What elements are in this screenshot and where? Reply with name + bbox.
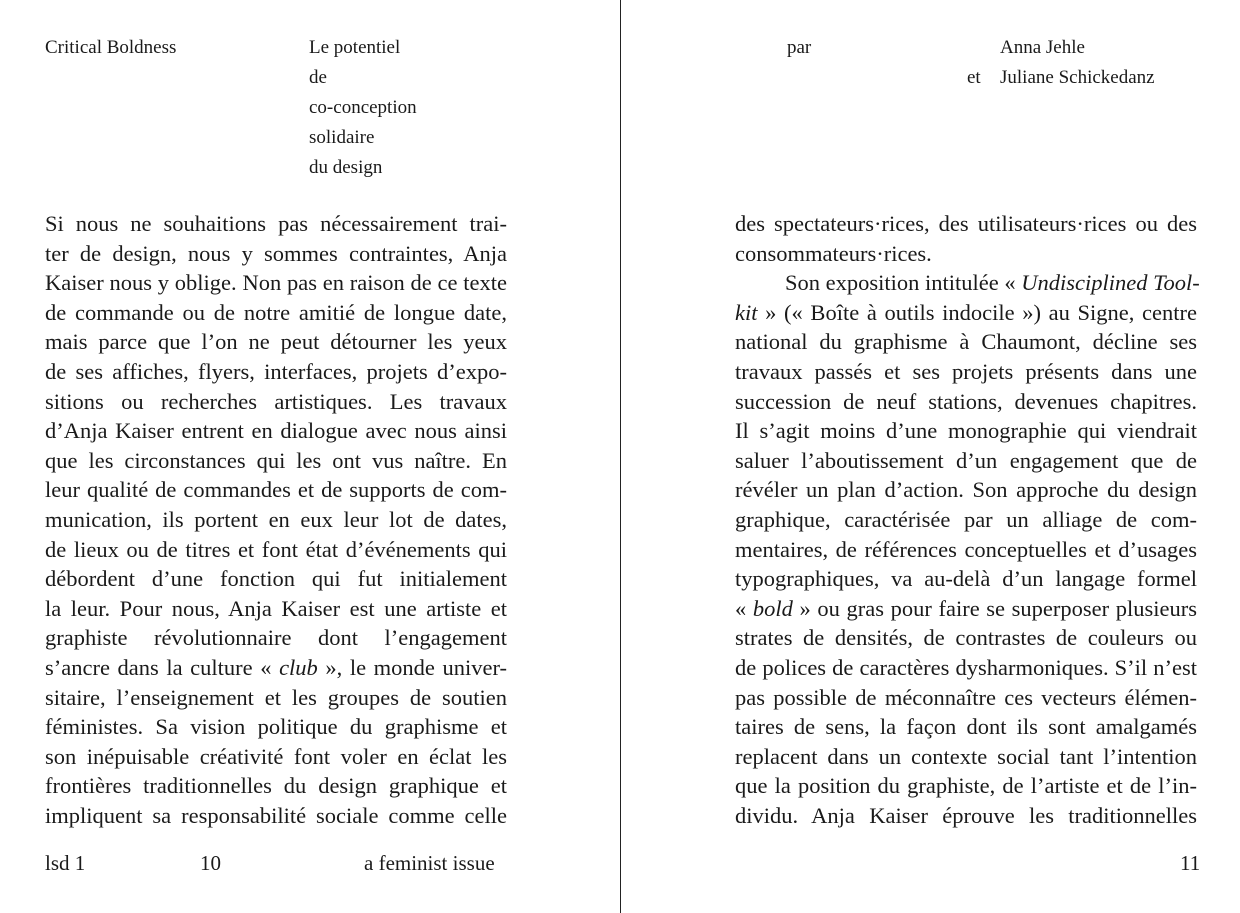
text-line: d’Anja Kaiser entrent en dialogue avec nous ainsi — [45, 418, 507, 444]
text-line: impliquent sa responsabilité sociale comme celle — [45, 802, 507, 828]
text-line: mentaires, de références conceptuelles et d’usages — [735, 536, 1197, 562]
title-line: co-conception — [309, 97, 417, 118]
text-line: de polices de caractères dysharmoniques. S’il n’est — [735, 654, 1197, 680]
text-line: leur qualité de commandes et de supports de com- — [45, 477, 507, 503]
text-line — [735, 594, 1197, 624]
text-segment: » ou gras pour faire se superposer plusieurs — [792, 595, 1197, 621]
text-line: frontières traditionnelles du design graphique et — [45, 773, 507, 799]
text-line: que la position du graphiste, de l’artiste et de l’in- — [735, 773, 1197, 799]
text-line: saluer l’aboutissement d’un engagement que de — [735, 447, 1197, 473]
text-line: féministes. Sa vision politique du graphisme et — [45, 714, 507, 740]
author-name: Anna Jehle — [1000, 37, 1085, 58]
text-line: Il s’agit moins d’une monographie qui viendrait — [735, 418, 1197, 444]
title-line: Le potentiel — [309, 37, 401, 58]
text-line: son inépuisable créativité font voler en éclat les — [45, 743, 507, 769]
title-line: solidaire — [309, 127, 375, 148]
title-line: du design — [309, 157, 383, 178]
text-line: dividu. Anja Kaiser éprouve les traditionnelles — [735, 802, 1197, 828]
text-line: national du graphisme à Chaumont, décline ses — [735, 329, 1197, 355]
text-line: des spectateurs·rices, des utilisateurs·rices ou des — [735, 211, 1197, 236]
text-line: replacent dans un contexte social tant l’intention — [735, 743, 1197, 769]
text-segment: » (« Boîte à outils indocile ») au Signe, centre — [757, 299, 1197, 325]
text-line: consommateurs·rices. — [735, 240, 932, 266]
footer-issue-title: a feminist issue — [364, 851, 495, 875]
italic-term: Undisciplined Tool- — [1021, 270, 1200, 296]
text-line: mais parce que l’on ne peut détourner les yeux — [45, 329, 507, 355]
text-line: strates de densités, de contrastes de couleurs ou — [735, 625, 1197, 651]
byline-par: par — [787, 37, 812, 58]
text-line: Si nous ne souhaitions pas nécessairement trai- — [45, 211, 507, 236]
text-segment: », le monde univer- — [317, 654, 508, 680]
text-line: munication, ils portent en eux leur lot de dates, — [45, 506, 507, 532]
text-segment: Son exposition intitulée « — [785, 270, 1022, 296]
article-title — [309, 33, 417, 183]
text-line: de ses affiches, flyers, interfaces, projets d’expo- — [45, 358, 507, 384]
text-line: typographiques, va au-delà d’un langage formel — [735, 566, 1197, 592]
running-header-series: Critical Boldness — [45, 37, 177, 58]
italic-term: bold — [752, 595, 793, 621]
text-segment: « — [735, 595, 753, 621]
footer-page-number: 10 — [200, 851, 221, 875]
text-line: sitions ou recherches artistiques. Les travaux — [45, 388, 507, 414]
text-line: succession de neuf stations, devenues chapitres. — [735, 388, 1197, 414]
text-line: la leur. Pour nous, Anja Kaiser est une artiste et — [45, 595, 507, 621]
title-line: de — [309, 67, 327, 88]
text-line: pas possible de méconnaître ces vecteurs élémen- — [735, 684, 1197, 710]
text-line: graphique, caractérisée par un alliage de com- — [735, 506, 1197, 532]
text-line: de lieux ou de titres et font état d’événements qui — [45, 536, 507, 562]
text-line: ter de design, nous y sommes contraintes, Anja — [45, 240, 507, 266]
text-line: Kaiser nous y oblige. Non pas en raison de ce texte — [45, 270, 507, 296]
text-line: sitaire, l’enseignement et les groupes de soutien — [45, 684, 507, 710]
text-line: graphiste révolutionnaire dont l’engagement — [45, 625, 507, 651]
text-line: débordent d’une fonction qui fut initialement — [45, 566, 507, 592]
text-line: taires de sens, la façon dont ils sont amalgamés — [735, 714, 1197, 740]
text-segment: s’ancre dans la culture « — [45, 654, 280, 680]
byline-et: et — [967, 67, 981, 88]
author-name: Juliane Schickedanz — [1000, 67, 1155, 88]
italic-term: kit — [735, 299, 758, 325]
text-line: de commande ou de notre amitié de longue date, — [45, 299, 507, 325]
italic-term: club — [279, 654, 318, 680]
text-line: que les circonstances qui les ont vus naître. En — [45, 447, 507, 473]
body-text-column — [735, 209, 1200, 830]
right-page — [621, 0, 1240, 913]
footer-page-number: 11 — [1180, 851, 1201, 875]
footer-journal: lsd 1 — [45, 851, 86, 875]
text-line: travaux passés et ses projets présents dans une — [735, 358, 1197, 384]
text-line — [45, 653, 507, 683]
text-line: révéler un plan d’action. Son approche du design — [735, 477, 1197, 503]
body-text-column — [45, 209, 507, 830]
text-line — [735, 298, 1197, 328]
text-line — [735, 268, 1200, 298]
